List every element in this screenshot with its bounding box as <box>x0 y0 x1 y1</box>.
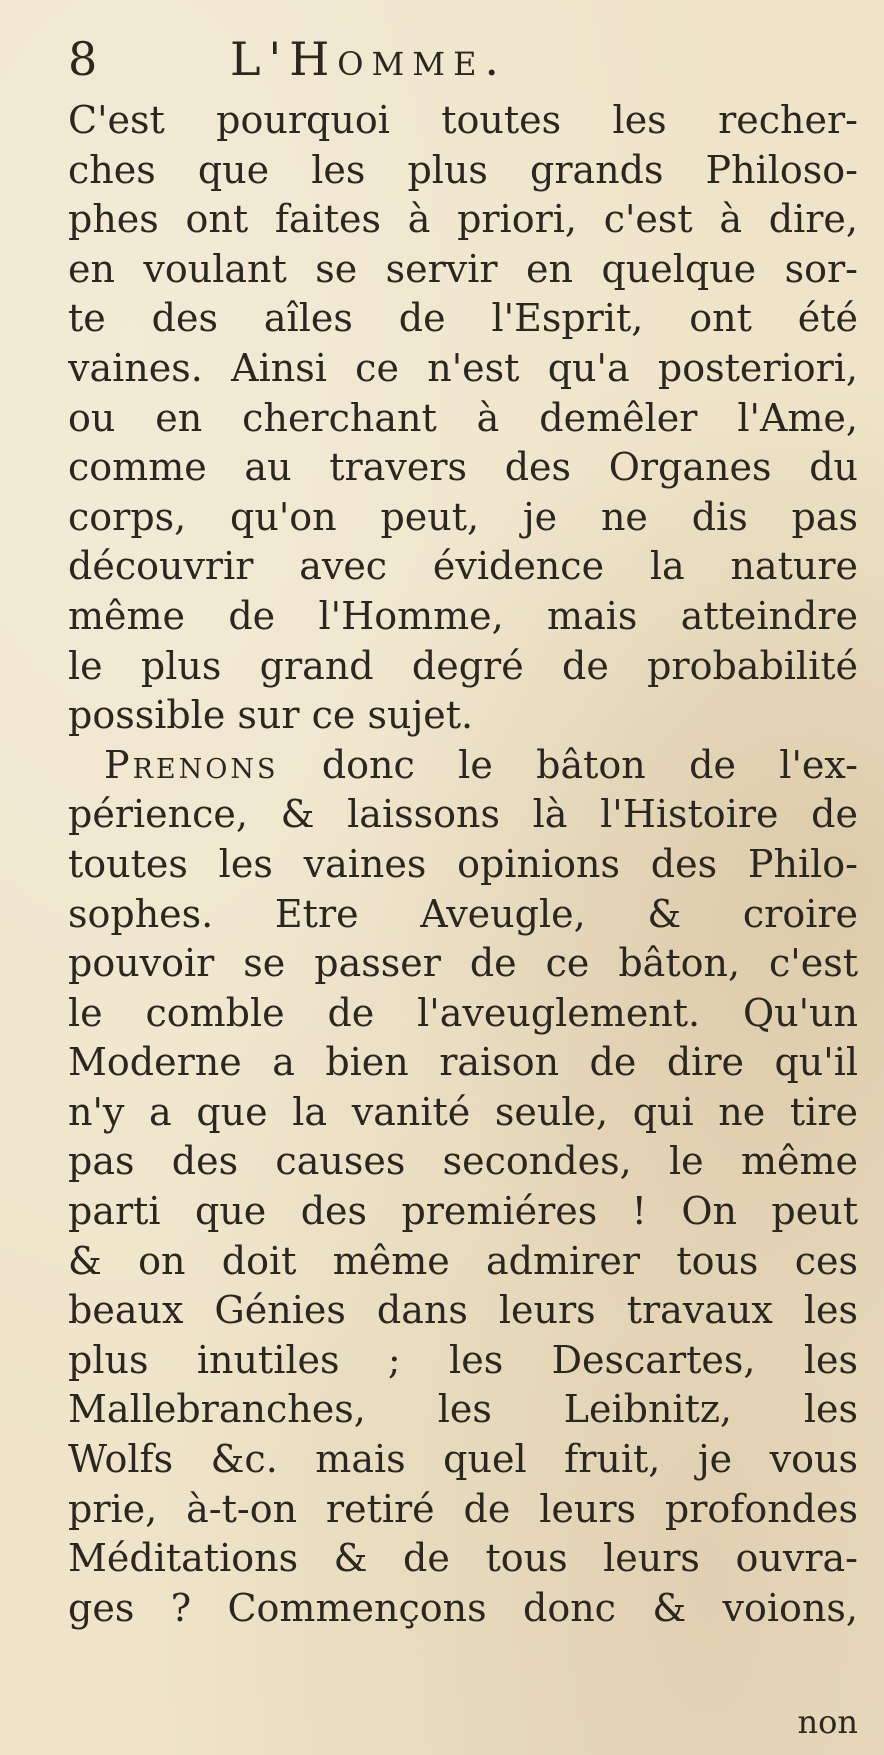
text-line: Méditations & de tous leurs ouvra- <box>68 1536 858 1581</box>
text-line: possible sur ce sujet. <box>68 693 474 738</box>
paragraph-first-line <box>68 741 858 791</box>
text-line: phes ont faites à priori, c'est à dire, <box>68 197 858 242</box>
page-header <box>68 28 858 90</box>
text-line: parti que des premiéres ! On peut <box>68 1189 858 1234</box>
text-line: ches que les plus grands Philoso- <box>68 147 858 192</box>
text-line: Wolfs &c. mais quel fruit, je vous <box>68 1437 858 1482</box>
text-line: le plus grand degré de probabilité <box>68 643 858 688</box>
text-line: ges ? Commençons donc & voions, <box>68 1585 858 1630</box>
text-line: périence, & laissons là l'Histoire de <box>68 792 858 837</box>
catchword: non <box>797 1703 858 1741</box>
text-line: pas des causes secondes, le même <box>68 1139 858 1184</box>
text-line: découvrir avec évidence la nature <box>68 544 858 589</box>
text-line: pouvoir se passer de ce bâton, c'est <box>68 941 858 986</box>
text-line: prie, à-t-on retiré de leurs profondes <box>68 1486 858 1531</box>
text-line: en voulant se servir en quelque sor- <box>68 246 858 291</box>
text-line: le comble de l'aveuglement. Qu'un <box>68 990 858 1035</box>
text-line: même de l'Homme, mais atteindre <box>68 593 858 638</box>
page-number: 8 <box>68 32 98 86</box>
paragraph-lead-word: Prenons <box>104 742 279 787</box>
paragraph-first-line-rest: donc le bâton de l'ex- <box>278 742 858 787</box>
body-text <box>68 96 858 1633</box>
text-line: sophes. Etre Aveugle, & croire <box>68 891 858 936</box>
text-line: n'y a que la vanité seule, qui ne tire <box>68 1089 858 1134</box>
text-line: corps, qu'on peut, je ne dis pas <box>68 494 858 539</box>
text-line: te des aîles de l'Esprit, ont été <box>68 296 858 341</box>
book-page <box>68 28 858 1633</box>
text-line: ou en cherchant à demêler l'Ame, <box>68 395 858 440</box>
text-line: toutes les vaines opinions des Philo- <box>68 841 858 886</box>
text-line: Moderne a bien raison de dire qu'il <box>68 1040 858 1085</box>
running-head: L'Homme. <box>230 32 508 86</box>
text-line: C'est pourquoi toutes les recher- <box>68 98 858 142</box>
text-line: plus inutiles ; les Descartes, les <box>68 1337 858 1382</box>
text-line: Mallebranches, les Leibnitz, les <box>68 1387 858 1432</box>
text-line: comme au travers des Organes du <box>68 445 858 490</box>
text-line: & on doit même admirer tous ces <box>68 1238 858 1283</box>
text-line: vaines. Ainsi ce n'est qu'a posteriori, <box>68 345 858 390</box>
text-line: beaux Génies dans leurs travaux les <box>68 1288 858 1333</box>
